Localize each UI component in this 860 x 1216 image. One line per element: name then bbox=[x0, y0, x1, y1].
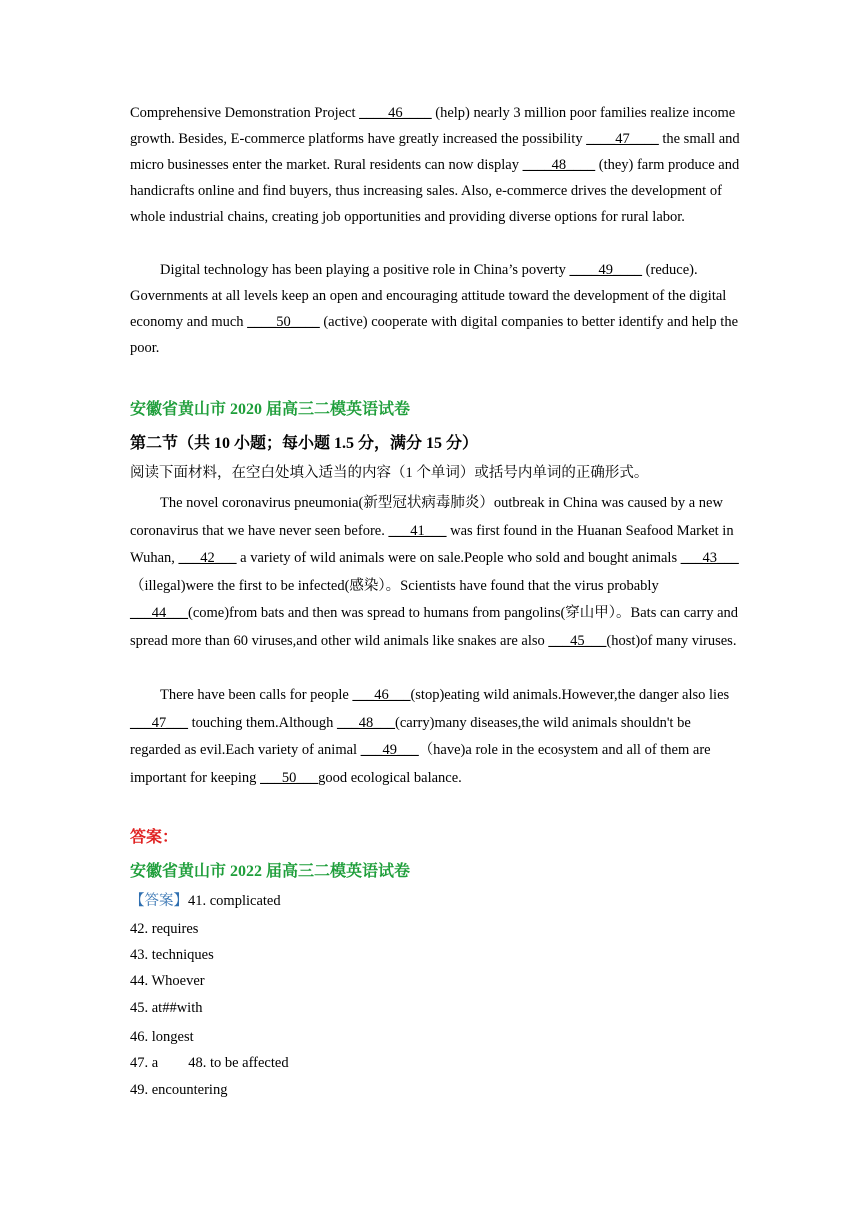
blank-48: ____48____ bbox=[522, 157, 596, 173]
text: Digital technology has been playing a positive role in China’s poverty bbox=[160, 262, 570, 278]
text: (carry)many diseases,the wild animals shouldn't be regarded as evil.Each variety of animal bbox=[130, 714, 691, 758]
answer-49: 49. encountering bbox=[130, 1082, 228, 1098]
text: (stop)eating wild animals.However,the danger also lies bbox=[410, 687, 730, 703]
text: was first found in the Huanan Seafood Market in Wuhan, bbox=[130, 522, 734, 566]
answer-item: 48. to be affected bbox=[188, 1055, 289, 1071]
section2-paragraph-1 bbox=[130, 490, 740, 655]
blank-47: ____47____ bbox=[586, 131, 659, 147]
blank-50b: ___50___ bbox=[260, 769, 319, 786]
section2-heading: 第二节（共 10 小题；每小题 1.5 分，满分 15 分） bbox=[130, 435, 479, 452]
section2-title: 安徽省黄山市 2020 届高三二模英语试卷 bbox=[130, 401, 411, 418]
blank-41: ___41___ bbox=[388, 522, 447, 539]
text: (reduce). Governments at all levels keep an open and encouraging attitude toward the development of the digital economy and much bbox=[130, 262, 727, 330]
answer-47-48 bbox=[130, 1050, 289, 1076]
text: The novel coronavirus pneumonia(新型冠状病毒肺炎）outbreak in China was caused by a new coronavirus that we have never seen before. bbox=[130, 495, 723, 539]
text: touching them.Although bbox=[188, 714, 338, 731]
blank-46b: ___46___ bbox=[352, 687, 411, 703]
text: the small and micro businesses enter the market. Rural residents can now display bbox=[130, 131, 740, 173]
answers-title: 安徽省黄山市 2022 届高三二模英语试卷 bbox=[130, 863, 411, 880]
answer-43: 43. techniques bbox=[130, 947, 214, 963]
answer-41 bbox=[130, 888, 281, 914]
text: a variety of wild animals were on sale.People who sold and bought animals bbox=[236, 550, 681, 566]
blank-50: ____50____ bbox=[247, 314, 320, 330]
text: （illegal)were the first to be infected(感染）。Scientists have found that the virus probably bbox=[130, 577, 659, 594]
text: (host)of many viruses. bbox=[606, 632, 737, 649]
answer-item: 47. a bbox=[130, 1055, 159, 1071]
blank-43: ___43___ bbox=[680, 550, 739, 566]
text: There have been calls for people bbox=[160, 687, 353, 703]
text: (come)from bats and then was spread to humans from pangolins(穿山甲）。Bats can carry and spread more than 60 viruses,and other wild animals like snakes are also bbox=[130, 605, 739, 649]
answer-46: 46. longest bbox=[130, 1029, 194, 1045]
text: Comprehensive Demonstration Project bbox=[130, 105, 360, 121]
text: good ecological balance. bbox=[318, 769, 462, 786]
blank-45: ___45___ bbox=[548, 632, 607, 649]
section2-instructions: 阅读下面材料，在空白处填入适当的内容（1 个单词）或括号内单词的正确形式。 bbox=[130, 465, 649, 481]
blank-48b: ___48___ bbox=[337, 714, 396, 731]
text: (they) farm produce and handicrafts online and find buyers, thus increasing sales. Also, e-commerce drives the development of whole industrial chains, creating job opportunities and providing diverse options for rural labor. bbox=[130, 157, 740, 225]
text: （have)a role in the ecosystem and all of them are important for keeping bbox=[130, 742, 711, 786]
answer-44: 44. Whoever bbox=[130, 973, 205, 989]
section2-paragraph-2 bbox=[130, 682, 740, 792]
answers-label: 答案： bbox=[130, 829, 179, 846]
blank-42: ___42___ bbox=[178, 550, 237, 566]
blank-47b: ___47___ bbox=[130, 714, 188, 731]
blank-49: ____49____ bbox=[569, 262, 643, 278]
passage1-paragraph-1 bbox=[130, 100, 740, 230]
text: (help) nearly 3 million poor families realize income growth. Besides, E-commerce platforms have greatly increased the possibility bbox=[130, 105, 736, 147]
text: (active) cooperate with digital companies to better identify and help the poor. bbox=[130, 314, 739, 356]
answer-45: 45. at##with bbox=[130, 1000, 203, 1016]
answer-tag: 【答案】 bbox=[130, 893, 188, 909]
passage1-paragraph-2 bbox=[130, 257, 740, 361]
answer-42: 42. requires bbox=[130, 921, 199, 937]
answer-item: 41. complicated bbox=[188, 893, 281, 909]
blank-46: ____46____ bbox=[359, 105, 432, 121]
blank-49b: ___49___ bbox=[360, 742, 419, 758]
blank-44: ___44___ bbox=[130, 605, 188, 621]
